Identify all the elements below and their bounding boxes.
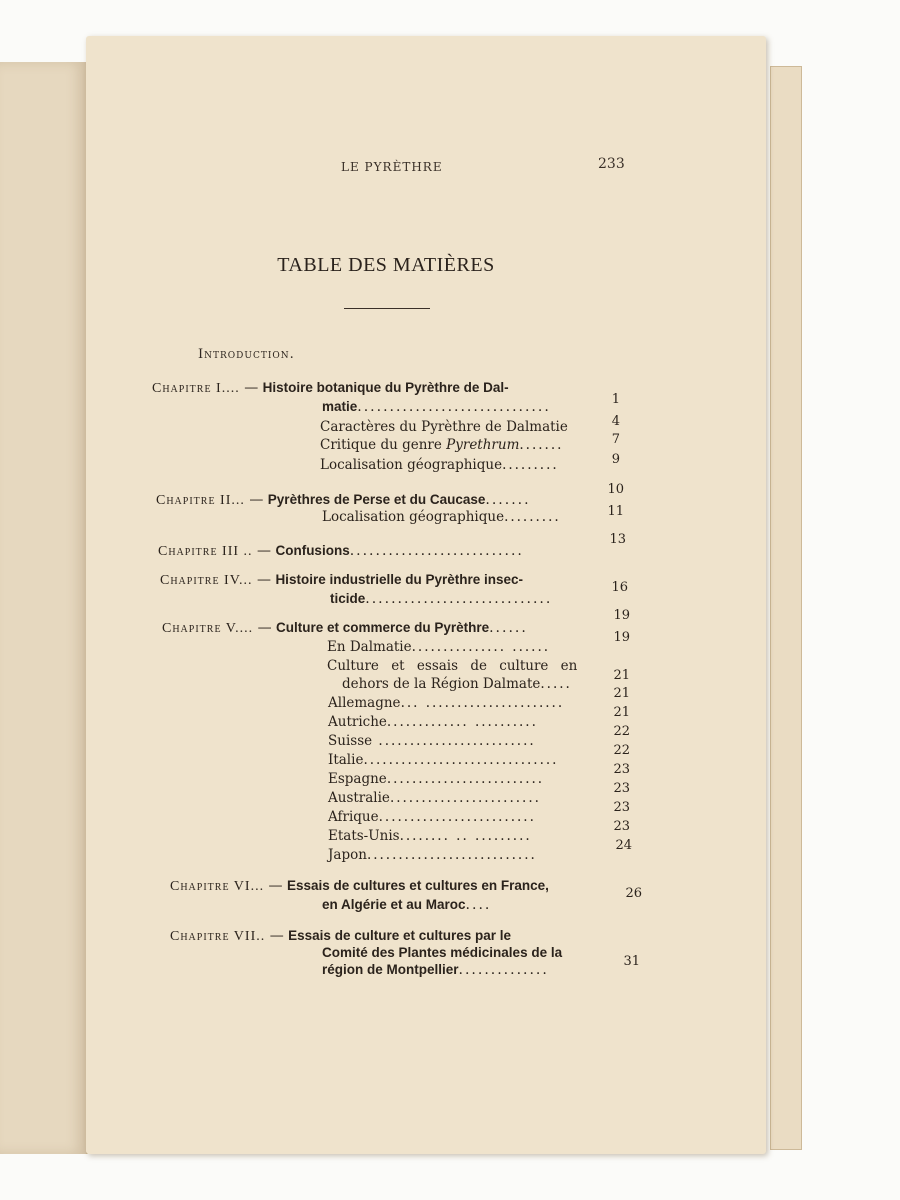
toc-subentry [322, 508, 561, 527]
chapter-title-cont: Comité des Plantes médicinales de la [322, 945, 563, 960]
book-page-stack [770, 66, 802, 1150]
subentry-text: Caractères du Pyrèthre de Dalmatie [320, 419, 568, 435]
subentry-text: Japon [328, 847, 367, 863]
leader-dots: ............................... [363, 752, 559, 768]
leader-dots: ......................... [386, 771, 545, 787]
subentry-page: 24 [615, 838, 632, 853]
subentry-text: Etats-Unis [328, 828, 400, 844]
chapter-label: Chapitre I.... [152, 381, 240, 396]
leader-dots: ......................... [372, 733, 536, 749]
chapter-page: 13 [609, 532, 626, 547]
subentry-text: Critique du genre [320, 437, 447, 453]
book-page [86, 36, 766, 1154]
toc-subentry [328, 751, 558, 770]
subentry-page: 7 [611, 432, 620, 447]
toc-subentry [328, 694, 564, 713]
leader-dots: ..... [540, 676, 572, 692]
chapter-title: Histoire botanique du Pyrèthre de Dal- [262, 380, 509, 395]
toc-subentry [328, 770, 544, 789]
chapter-dash: — [257, 543, 271, 559]
chapter-page: 10 [607, 482, 624, 497]
introduction-entry: Introduction. [198, 347, 295, 362]
leader-dots: ........................... [349, 543, 524, 559]
leader-dots: ......................... [378, 809, 536, 825]
toc-subentry-cont [342, 675, 572, 694]
toc-subentry [328, 827, 532, 846]
subentry-text: Allemagne [328, 695, 401, 711]
subentry-text: Espagne [328, 771, 387, 787]
title-rule [344, 308, 430, 309]
chapter-title-cont: en Algérie et au Maroc [322, 897, 466, 912]
toc-chapter-4 [160, 570, 523, 590]
chapter-label: Chapitre VI... [170, 879, 265, 894]
toc-subentry [327, 657, 577, 676]
subentry-page: 23 [613, 800, 630, 815]
page-title: TABLE DES MATIÈRES [277, 254, 495, 276]
chapter-page: 1 [611, 392, 620, 407]
running-title: LE PYRÈTHRE [341, 160, 443, 174]
subentry-page: 9 [611, 452, 620, 467]
subentry-page: 21 [613, 705, 630, 720]
toc-chapter-1 [152, 378, 509, 398]
chapter-title: Histoire industrielle du Pyrèthre insec- [275, 572, 524, 587]
leader-dots: ........ .. ......... [399, 828, 532, 844]
toc-chapter-2 [156, 490, 531, 510]
chapter-label: Chapitre VII.. [170, 929, 266, 944]
leader-dots: ............... ...... [411, 639, 551, 655]
subentry-page: 23 [613, 762, 630, 777]
toc-chapter-1-cont [322, 397, 551, 417]
toc-subentry [328, 846, 537, 865]
chapter-title: Essais de culture et cultures par le [288, 928, 511, 943]
leader-dots: .... [465, 897, 492, 913]
leader-dots: ......... [502, 457, 559, 473]
chapter-label: Chapitre V.... [162, 621, 254, 636]
toc-subentry [328, 732, 536, 751]
subentry-page: 11 [607, 504, 624, 519]
toc-subentry [320, 436, 563, 455]
leader-dots: .............. [458, 962, 549, 978]
chapter-dash: — [249, 492, 264, 508]
facing-page-edge [0, 62, 88, 1154]
subentry-page: 22 [613, 724, 630, 739]
chapter-title: Confusions [275, 543, 350, 558]
toc-subentry [320, 456, 559, 475]
subentry-text: Localisation géographique [322, 509, 505, 525]
toc-chapter-6 [170, 876, 549, 896]
chapter-label: Chapitre IV... [160, 573, 253, 588]
chapter-title-cont: matie [322, 399, 358, 414]
toc-chapter-3 [158, 541, 524, 561]
chapter-title: Essais de cultures et cultures en France, [287, 878, 549, 893]
chapter-dash: — [256, 572, 271, 588]
chapter-page: 31 [623, 954, 640, 969]
chapter-title-cont: région de Montpellier [322, 962, 459, 977]
subentry-text: Localisation géographique [320, 457, 503, 473]
subentry-italic: Pyrethrum [446, 437, 520, 453]
subentry-text: En Dalmatie [327, 639, 412, 655]
chapter-page: 16 [611, 580, 628, 595]
subentry-page: 23 [613, 781, 630, 796]
subentry-page: 23 [613, 819, 630, 834]
subentry-text-cont: dehors de la Région Dalmate [342, 676, 541, 692]
leader-dots: ......... [504, 509, 561, 525]
chapter-title: Culture et commerce du Pyrèthre [276, 620, 490, 635]
chapter-page: 26 [625, 886, 642, 901]
leader-dots: ........................... [366, 847, 537, 863]
leader-dots: .............................. [357, 399, 551, 415]
leader-dots: ...... [489, 620, 528, 636]
subentry-text: Afrique [328, 809, 379, 825]
chapter-label: Chapitre III .. [158, 544, 253, 559]
toc-subentry [320, 418, 568, 437]
subentry-page: 19 [613, 630, 630, 645]
chapter-dash: — [244, 380, 259, 396]
leader-dots: ........................ [389, 790, 541, 806]
page-number: 233 [598, 156, 625, 172]
leader-dots: ....... [485, 492, 531, 508]
leader-dots: ... ...................... [400, 695, 565, 711]
toc-chapter-6-cont [322, 895, 491, 915]
chapter-label: Chapitre II... [156, 493, 245, 508]
chapter-title-cont: ticide [330, 591, 366, 606]
leader-dots: ............. .......... [386, 714, 538, 730]
toc-chapter-4-cont [330, 589, 552, 609]
subentry-page: 21 [613, 668, 630, 683]
subentry-text: Suisse [328, 733, 373, 749]
chapter-dash: — [257, 620, 272, 636]
toc-chapter-7-cont [322, 960, 549, 980]
chapter-title: Pyrèthres de Perse et du Caucase [267, 492, 486, 507]
subentry-page: 22 [613, 743, 630, 758]
subentry-text: Culture et essais de culture en [327, 658, 578, 674]
subentry-page: 21 [613, 686, 630, 701]
leader-dots: ............................. [365, 591, 553, 607]
subentry-page: 4 [611, 414, 620, 429]
toc-subentry [328, 808, 536, 827]
subentry-text: Australie [328, 790, 390, 806]
toc-chapter-5 [162, 618, 528, 638]
chapter-dash: — [269, 928, 284, 944]
chapter-dash: — [268, 878, 283, 894]
toc-subentry [328, 789, 541, 808]
toc-subentry [328, 713, 538, 732]
chapter-page: 19 [613, 608, 630, 623]
toc-subentry [327, 638, 550, 657]
leader-dots: ....... [519, 437, 564, 453]
subentry-text: Italie [328, 752, 364, 768]
subentry-text: Autriche [328, 714, 387, 730]
